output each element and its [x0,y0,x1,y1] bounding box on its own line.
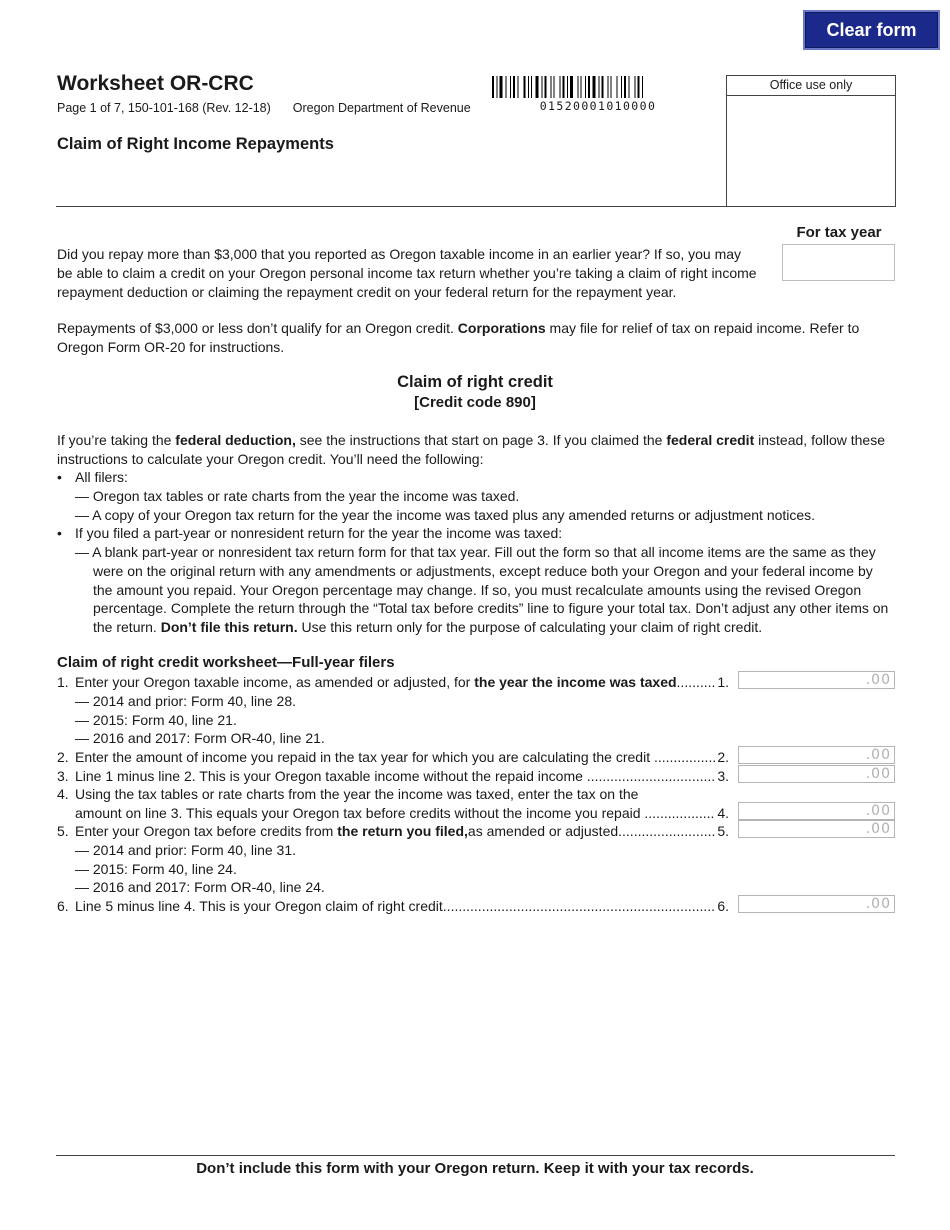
tax-year-input[interactable] [782,244,895,281]
barcode-bar [642,76,643,98]
worksheet-line-3 [57,767,729,786]
barcode-bar [524,76,526,98]
credit-code: [Credit code 890] [414,394,536,411]
repayment-note-text-2: may file for relief of tax on repaid income. Refer to Oregon Form OR-20 for instructions. [57,320,860,355]
line-number: 2. [57,749,69,765]
barcode-bar [629,76,630,98]
line-1-amount-input[interactable]: .00 [738,671,895,689]
line-4-amount-input[interactable]: .00 [738,802,895,820]
worksheet-line-1 [57,673,729,692]
barcode-bar [500,76,503,98]
line-text: Line 5 minus line 4. This is your Oregon claim of right credit [75,898,443,914]
barcode-bar [567,76,568,98]
instr-bold: federal credit [666,432,755,448]
barcode-bar [554,76,555,98]
dash-item [75,487,890,506]
dash-text: Oregon tax tables or rate charts from the year the income was taxed. [92,488,520,504]
footer-note: Don’t include this form with your Oregon return. Keep it with your tax records. [196,1160,754,1177]
bullet-mark: • [57,469,62,485]
office-use-label: Office use only [727,76,895,96]
worksheet-heading: Claim of right credit worksheet—Full-year filers [57,654,395,671]
bullet-item [57,524,562,543]
leader-dots [618,822,715,841]
clear-form-button[interactable]: Clear form [803,10,940,50]
barcode-bar [545,76,547,98]
barcode-bar [513,76,515,98]
line-1-source: — 2016 and 2017: Form OR-40, line 21. [75,730,325,746]
bullet-text: All filers: [75,469,128,485]
worksheet-line-4-cont [57,804,729,823]
worksheet-line-5 [57,822,729,841]
barcode-bar [497,76,498,98]
dash-bold: Don’t file this return. [160,619,298,636]
line-5-source: — 2016 and 2017: Form OR-40, line 24. [75,879,325,895]
dash-mark: — [75,544,89,560]
line-ref: 2. [717,749,729,765]
barcode-bar [599,76,600,98]
instr-text: instead, follow these instructions to calculate your Oregon credit. You’ll need the following: [57,432,885,467]
dash-mark: — [75,507,89,523]
leader-dots [644,804,715,823]
leader-dots [677,673,716,692]
line-number: 4. [57,786,69,802]
dash-item [75,506,890,525]
line-number: 6. [57,898,69,914]
instr-bold: federal deduction, [175,432,296,448]
line-text: Enter the amount of income you repaid in the tax year for which you are calculating the credit [75,749,651,765]
barcode-bar [593,76,596,98]
barcode-bar [608,76,609,98]
leader-dots [654,748,715,767]
intro-paragraph: Did you repay more than $3,000 that you reported as Oregon taxable income in an earlier year? If so, you may be able to claim a credit on your Oregon personal income tax return whether you’re taking a claim of right income repayment deduction or claiming the repayment credit on your federal return for the repayment year. [57,246,757,300]
bullet-item [57,468,128,487]
barcode-bar [602,76,604,98]
line-ref: 4. [717,805,729,821]
instr-text: If you’re taking the [57,432,176,448]
instructions-paragraph [57,431,902,469]
line-ref: 6. [717,898,729,914]
line-bold: the return you filed, [337,823,468,839]
leader-dots [587,767,716,786]
barcode-bar [542,76,543,98]
barcode-bar [617,76,618,98]
barcode-bar [528,76,529,98]
barcode-bar [581,76,582,98]
credit-section-title: Claim of right credit [397,373,553,391]
barcode-bar [570,76,573,98]
dash-text: A copy of your Oregon tax return for the year the income was taxed plus any amended returns or adjustment notices. [92,507,816,523]
line-number: 3. [57,768,69,784]
line-2-amount-input[interactable]: .00 [738,746,895,764]
repayment-note-text: Repayments of $3,000 or less don’t qualify for an Oregon credit. [57,320,458,336]
line-5-source: — 2014 and prior: Form 40, line 31. [75,842,297,858]
worksheet-line-2 [57,748,729,767]
barcode-bar [635,76,636,98]
repayment-note [57,319,902,357]
header-divider [56,206,727,207]
barcode-number: 01520001010000 [539,99,657,113]
bullet-mark: • [57,525,62,541]
barcode-bar [621,76,622,98]
leader-dots [443,897,716,916]
bullet-text: If you filed a part-year or nonresident return for the year the income was taxed: [75,525,563,541]
line-ref: 1. [717,674,729,690]
barcode-bar [624,76,626,98]
barcode-bar [578,76,579,98]
line-bold: the year the income was taxed [474,674,677,690]
instr-text: see the instructions that start on page 3. If you claimed the [295,432,667,448]
worksheet-line-4 [57,785,729,804]
office-use-box [726,75,896,207]
footer-divider [56,1155,895,1156]
dash-text: Use this return only for the purpose of calculating your claim of right credit. [297,619,763,636]
line-text: amount on line 3. This equals your Oregon tax before credits without the income you repaid [75,805,641,821]
corporations-bold: Corporations [457,320,546,336]
barcode-bar [588,76,590,98]
line-ref: 3. [717,768,729,784]
dash-mark: — [75,488,89,504]
tax-year-label: For tax year [796,224,882,241]
page-info: Page 1 of 7, 150-101-168 (Rev. 12-18) [57,101,271,115]
line-5-amount-input[interactable]: .00 [738,820,895,838]
form-meta [57,101,471,115]
barcode-bar [585,76,586,98]
barcode-bar [518,76,519,98]
line-text: Enter your Oregon taxable income, as amended or adjusted, for [75,674,471,690]
barcode-bar [531,76,532,98]
barcode-bar [536,76,539,98]
worksheet-line-6 [57,897,729,916]
barcode-bar [551,76,552,98]
barcode-bar [506,76,507,98]
line-text: Using the tax tables or rate charts from the year the income was taxed, enter the tax on the [75,786,639,802]
barcode-bar [560,76,561,98]
department-name: Oregon Department of Revenue [292,101,471,115]
barcode-bar [492,76,494,98]
barcode [492,76,704,98]
line-ref: 5. [717,823,729,839]
line-text: Enter your Oregon tax before credits from [75,823,334,839]
line-text: Line 1 minus line 2. This is your Oregon taxable income without the repaid income [75,768,583,784]
dash-item [75,543,890,637]
line-5-source: — 2015: Form 40, line 24. [75,861,237,877]
barcode-bar [611,76,612,98]
line-3-amount-input[interactable]: .00 [738,765,895,783]
line-number: 5. [57,823,69,839]
barcode-bar [563,76,565,98]
line-6-amount-input[interactable]: .00 [738,895,895,913]
line-number: 1. [57,674,69,690]
dash-text: A blank part-year or nonresident tax return form for that tax year. Fill out the form so that all income items are the same as they were on the original return with any amendments or adjustments, except reduce both your Oregon and your federal income by the amount you repaid. Your Oregon percentage may change. If so, you must recalculate amounts using the revised Oregon percentage. Complete the return through the “Total tax before credits” line to figure your total tax. Don’t adjust any other items on the return. [92,544,889,636]
form-title: Worksheet OR-CRC [57,72,254,95]
barcode-bar [638,76,640,98]
line-text: as amended or adjusted [467,823,619,839]
form-subtitle: Claim of Right Income Repayments [57,135,334,153]
line-1-source: — 2014 and prior: Form 40, line 28. [75,693,297,709]
barcode-bar [510,76,511,98]
line-1-source: — 2015: Form 40, line 21. [75,712,237,728]
